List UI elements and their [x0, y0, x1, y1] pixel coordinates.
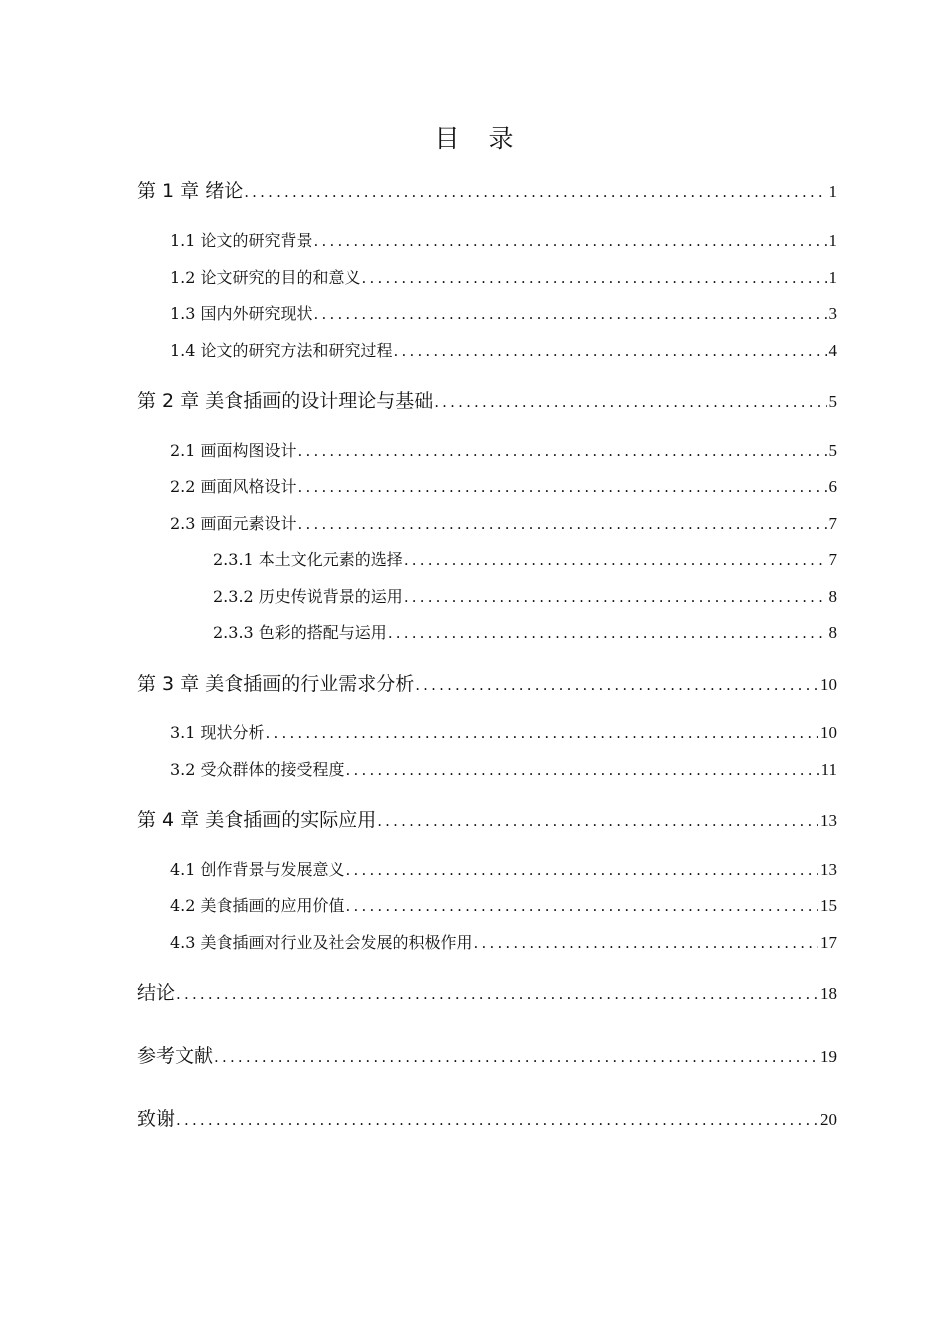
- toc-leader-dots: [298, 442, 827, 460]
- toc-leader-dots: [314, 305, 827, 323]
- toc-entry[interactable]: [137, 669, 837, 699]
- toc-entry-page: 18: [820, 984, 837, 1003]
- toc-leader-dots: [298, 478, 827, 496]
- toc-entry-page: 11: [820, 760, 837, 779]
- toc-entry[interactable]: [137, 1104, 837, 1134]
- toc-entry-label: 1.2 论文研究的目的和意义: [170, 268, 361, 287]
- toc-leader-dots: [377, 812, 818, 830]
- toc-leader-dots: [346, 861, 818, 879]
- toc-entry-page: 13: [820, 811, 837, 830]
- toc-entry-label: 结论: [137, 982, 176, 1004]
- toc-entry[interactable]: [213, 547, 837, 573]
- toc-entry-page: 10: [820, 723, 837, 742]
- toc-entry[interactable]: [170, 511, 837, 537]
- toc-leader-dots: [404, 588, 827, 606]
- toc-entry-label: 2.3.3 色彩的搭配与运用: [213, 623, 387, 642]
- toc-entry-page: 13: [820, 860, 837, 879]
- toc-leader-dots: [214, 1048, 818, 1066]
- toc-leader-dots: [298, 515, 827, 533]
- toc-entry-label: 4.2 美食插画的应用价值: [170, 896, 345, 915]
- toc-entry-page: 10: [820, 675, 837, 694]
- toc-entry[interactable]: [213, 620, 837, 646]
- toc-entry[interactable]: [170, 265, 837, 291]
- toc-entry-page: 15: [820, 896, 837, 915]
- toc-leader-dots: [434, 393, 826, 411]
- toc-leader-dots: [266, 724, 818, 742]
- toc-entry[interactable]: [170, 301, 837, 327]
- toc-entry-label: 第 1 章 绪论: [137, 180, 244, 202]
- toc-entry-page: 19: [820, 1047, 837, 1066]
- toc-entry[interactable]: [170, 893, 837, 919]
- toc-entry[interactable]: [170, 930, 837, 956]
- toc-entry-page: 1: [828, 231, 837, 250]
- toc-entry-page: 3: [828, 304, 837, 323]
- toc-entry-page: 5: [828, 392, 837, 411]
- toc-entry[interactable]: [137, 176, 837, 206]
- toc-leader-dots: [346, 761, 819, 779]
- toc-entry-page: 5: [828, 441, 837, 460]
- toc-entry-page: 1: [828, 182, 837, 201]
- toc-entry-label: 参考文献: [137, 1045, 214, 1067]
- toc-leader-dots: [244, 183, 826, 201]
- toc-entry-label: 2.3 画面元素设计: [170, 514, 297, 533]
- toc-leader-dots: [346, 897, 818, 915]
- toc-entry-page: 8: [828, 623, 837, 642]
- toc-entry-label: 4.3 美食插画对行业及社会发展的积极作用: [170, 933, 473, 952]
- toc-entry-page: 17: [820, 933, 837, 952]
- toc-entry[interactable]: [170, 720, 837, 746]
- toc-leader-dots: [388, 624, 827, 642]
- toc-entry-label: 1.1 论文的研究背景: [170, 231, 313, 250]
- toc-entry-page: 4: [828, 341, 837, 360]
- toc-entry[interactable]: [170, 338, 837, 364]
- toc-entry-label: 2.3.2 历史传说背景的运用: [213, 587, 403, 606]
- toc-entry-label: 1.3 国内外研究现状: [170, 304, 313, 323]
- toc-entry[interactable]: [170, 857, 837, 883]
- toc-entry-page: 7: [828, 550, 837, 569]
- toc-leader-dots: [394, 342, 827, 360]
- toc-entry-label: 1.4 论文的研究方法和研究过程: [170, 341, 393, 360]
- toc-leader-dots: [474, 934, 818, 952]
- toc-leader-dots: [314, 232, 827, 250]
- toc-entry-label: 致谢: [137, 1108, 176, 1130]
- toc-entry-label: 第 2 章 美食插画的设计理论与基础: [137, 390, 434, 412]
- toc-entry[interactable]: [170, 228, 837, 254]
- toc-entry-label: 第 4 章 美食插画的实际应用: [137, 809, 377, 831]
- toc-leader-dots: [362, 269, 827, 287]
- toc-entry[interactable]: [137, 1041, 837, 1071]
- toc-entry[interactable]: [137, 386, 837, 416]
- toc-entry-label: 第 3 章 美食插画的行业需求分析: [137, 673, 415, 695]
- toc-entry[interactable]: [137, 805, 837, 835]
- toc-title: 目 录: [434, 124, 516, 153]
- toc-entry[interactable]: [170, 757, 837, 783]
- toc-entry-label: 3.1 现状分析: [170, 723, 265, 742]
- toc-entry-page: 8: [828, 587, 837, 606]
- toc-entry[interactable]: [170, 438, 837, 464]
- toc-leader-dots: [176, 985, 818, 1003]
- toc-entry[interactable]: [213, 584, 837, 610]
- toc-entry-label: 2.2 画面风格设计: [170, 477, 297, 496]
- toc-entry-page: 7: [828, 514, 837, 533]
- toc-entry-label: 2.1 画面构图设计: [170, 441, 297, 460]
- toc-entry-page: 1: [828, 268, 837, 287]
- toc-entry[interactable]: [137, 978, 837, 1008]
- toc-entry-label: 3.2 受众群体的接受程度: [170, 760, 345, 779]
- toc-leader-dots: [415, 676, 818, 694]
- toc-entry-label: 4.1 创作背景与发展意义: [170, 860, 345, 879]
- toc-entry-page: 20: [820, 1110, 837, 1129]
- toc-leader-dots: [176, 1111, 818, 1129]
- toc-leader-dots: [404, 551, 827, 569]
- toc-entry-page: 6: [828, 477, 837, 496]
- toc-entry[interactable]: [170, 474, 837, 500]
- toc-entry-label: 2.3.1 本土文化元素的选择: [213, 550, 403, 569]
